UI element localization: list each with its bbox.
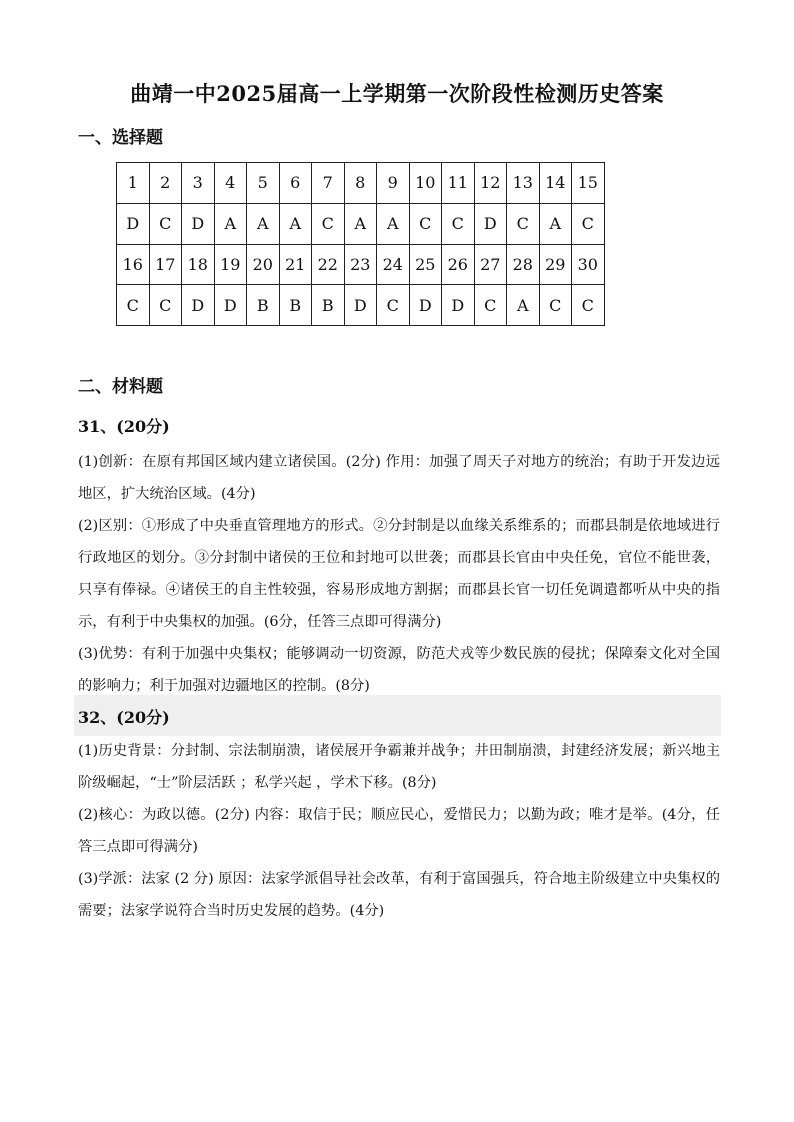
question-number-cell: 14: [539, 163, 572, 204]
question-number-cell: 4: [214, 163, 247, 204]
answer-letter-cell: B: [312, 285, 345, 326]
answer-letter-cell: C: [572, 203, 605, 244]
section-heading-choice: 一、选择题: [78, 128, 163, 148]
answer-letter-cell: B: [247, 285, 280, 326]
question-number-cell: 15: [572, 163, 605, 204]
question-number-cell: 1: [117, 163, 150, 204]
answer-letter-cell: C: [312, 203, 345, 244]
question-number-cell: 18: [182, 244, 215, 285]
question-number-row: [117, 163, 605, 204]
answer-31-part-1: (1)创新：在原有邦国区域内建立诸侯国。(2分) 作用：加强了周天子对地方的统治；有助于开发边远地区，扩大统治区域。(4分): [78, 454, 720, 502]
question-number-cell: 29: [539, 244, 572, 285]
section-heading-material: 二、材料题: [78, 377, 163, 397]
answer-letter-cell: D: [474, 203, 507, 244]
question-number-cell: 23: [344, 244, 377, 285]
answer-letter-cell: B: [279, 285, 312, 326]
highlight-band: [74, 695, 721, 736]
answer-31-part-2: (2)区别：①形成了中央垂直管理地方的形式。②分封制是以血缘关系维系的；而郡县制是依地域进行行政地区的划分。③分封制中诸侯的王位和封地可以世袭；而郡县长官由中央任免，官位不能世袭，只享有俸禄。④诸侯王的自主性较强，容易形成地方割据；而郡县长官一切任免调遣都听从中央的指示，有利于中央集权的加强。(6分，任答三点即可得满分): [78, 518, 720, 630]
question-number-cell: 25: [409, 244, 442, 285]
answer-letter-cell: A: [377, 203, 410, 244]
question-number-cell: 5: [247, 163, 280, 204]
answer-letter-cell: C: [149, 203, 182, 244]
question-number-cell: 22: [312, 244, 345, 285]
question-number-cell: 11: [442, 163, 475, 204]
answer-letter-cell: A: [279, 203, 312, 244]
question-number-cell: 9: [377, 163, 410, 204]
answer-32-part-3: (3)学派：法家 (2 分) 原因：法家学派倡导社会改革，有利于富国强兵，符合地主阶级建立中央集权的需要；法家学说符合当时历史发展的趋势。(4分): [78, 871, 720, 919]
question-number-cell: 27: [474, 244, 507, 285]
answer-letter-row: [117, 203, 605, 244]
answer-letter-cell: A: [507, 285, 540, 326]
answer-letter-cell: C: [149, 285, 182, 326]
question-number-cell: 3: [182, 163, 215, 204]
question-number-cell: 13: [507, 163, 540, 204]
question-number-row: [117, 244, 605, 285]
answer-letter-cell: D: [182, 285, 215, 326]
answer-letter-row: [117, 285, 605, 326]
question-number-cell: 2: [149, 163, 182, 204]
answer-31-part-3: (3)优势：有利于加强中央集权；能够调动一切资源，防范犬戎等少数民族的侵扰；保障秦文化对全国的影响力；利于加强对边疆地区的控制。(8分): [78, 646, 720, 694]
answer-letter-cell: A: [214, 203, 247, 244]
answer-table-body: [117, 163, 605, 326]
question-number-cell: 30: [572, 244, 605, 285]
answer-letter-cell: A: [344, 203, 377, 244]
answer-letter-cell: C: [117, 285, 150, 326]
answer-32-part-1: (1)历史背景：分封制、宗法制崩溃，诸侯展开争霸兼并战争；井田制崩溃，封建经济发展；新兴地主阶级崛起，“士”阶层活跃 ；私学兴起 ，学术下移。(8分): [78, 743, 720, 791]
answer-letter-cell: C: [507, 203, 540, 244]
answer-32-part-2: (2)核心：为政以德。(2分) 内容：取信于民；顺应民心，爱惜民力；以勤为政；唯才是举。(4分，任答三点即可得满分): [78, 807, 720, 855]
question-32-heading: 32、(20分): [78, 708, 170, 727]
question-number-cell: 20: [247, 244, 280, 285]
question-number-cell: 21: [279, 244, 312, 285]
answer-letter-cell: D: [442, 285, 475, 326]
question-number-cell: 16: [117, 244, 150, 285]
answer-letter-cell: D: [214, 285, 247, 326]
answer-letter-cell: C: [442, 203, 475, 244]
question-number-cell: 12: [474, 163, 507, 204]
question-number-cell: 10: [409, 163, 442, 204]
question-number-cell: 26: [442, 244, 475, 285]
answer-table: [116, 162, 605, 326]
question-number-cell: 17: [149, 244, 182, 285]
answer-letter-cell: C: [474, 285, 507, 326]
answer-letter-cell: D: [182, 203, 215, 244]
question-31-answers: [78, 446, 720, 702]
question-number-cell: 7: [312, 163, 345, 204]
answer-letter-cell: D: [117, 203, 150, 244]
question-number-cell: 8: [344, 163, 377, 204]
answer-letter-cell: D: [344, 285, 377, 326]
answer-letter-cell: A: [539, 203, 572, 244]
answer-letter-cell: C: [572, 285, 605, 326]
question-number-cell: 19: [214, 244, 247, 285]
question-number-cell: 24: [377, 244, 410, 285]
question-number-cell: 28: [507, 244, 540, 285]
answer-letter-cell: C: [409, 203, 442, 244]
question-32-answers: [78, 735, 720, 927]
answer-letter-cell: D: [409, 285, 442, 326]
page-title: 曲靖一中2025届高一上学期第一次阶段性检测历史答案: [130, 81, 664, 106]
question-number-cell: 6: [279, 163, 312, 204]
question-31-heading: 31、(20分): [78, 417, 170, 436]
answer-letter-cell: C: [377, 285, 410, 326]
answer-letter-cell: C: [539, 285, 572, 326]
answer-letter-cell: A: [247, 203, 280, 244]
